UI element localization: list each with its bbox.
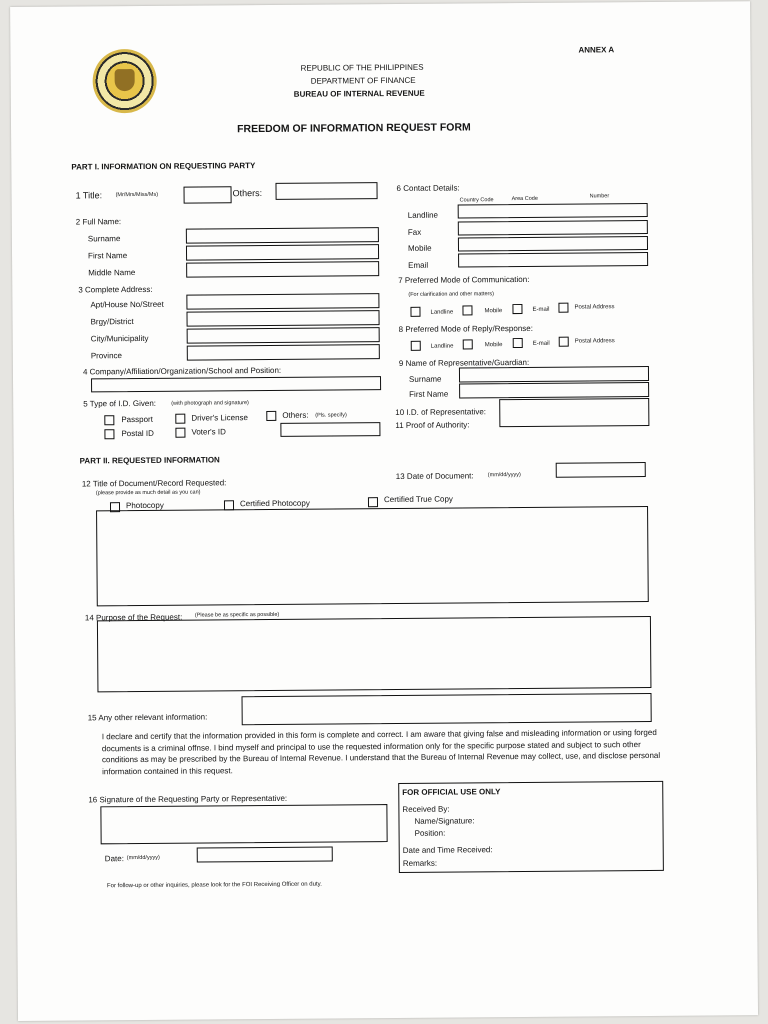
rep-first-name-label: First Name <box>409 389 449 399</box>
reply-landline-label: Landline <box>430 343 454 350</box>
email-label: Email <box>408 260 429 270</box>
q14-label: 14 Purpose of the Request: <box>84 612 183 623</box>
rep-id-proof-field[interactable] <box>499 398 649 427</box>
apt-field[interactable] <box>186 293 379 310</box>
province-field[interactable] <box>187 344 380 361</box>
q12-hint: (please provide as much detail as you can) <box>95 489 201 497</box>
form-title: FREEDOM OF INFORMATION REQUEST FORM <box>237 121 471 136</box>
comm-postal-label: Postal Address <box>574 304 615 311</box>
mobile-label: Mobile <box>407 243 432 253</box>
part2-heading: PART II. REQUESTED INFORMATION <box>79 455 220 466</box>
fax-label: Fax <box>407 227 422 237</box>
remarks-label: Remarks: <box>402 858 438 868</box>
postal-id-checkbox[interactable] <box>104 429 114 439</box>
q1-others-label: Others: <box>232 188 263 199</box>
q3-label: 3 Complete Address: <box>78 284 153 295</box>
title-others-field[interactable] <box>275 182 377 200</box>
q9-label: 9 Name of Representative/Guardian: <box>398 357 530 368</box>
comm-landline-checkbox[interactable] <box>410 307 420 317</box>
id-others-checkbox[interactable] <box>266 411 276 421</box>
reply-email-label: E-mail <box>532 340 550 347</box>
header-line-3: BUREAU OF INTERNAL REVENUE <box>293 88 425 99</box>
id-others-hint: (Pls. specify) <box>315 412 347 419</box>
city-field[interactable] <box>187 327 380 344</box>
company-field[interactable] <box>91 376 381 392</box>
first-name-field[interactable] <box>186 244 379 261</box>
id-others-label: Others: <box>282 410 309 420</box>
email-field[interactable] <box>458 252 648 267</box>
brgy-label: Brgy/District <box>90 317 134 327</box>
country-code-header: Country Code <box>459 197 494 204</box>
passport-checkbox[interactable] <box>104 415 114 425</box>
rep-surname-label: Surname <box>408 374 442 384</box>
reply-postal-label: Postal Address <box>574 338 615 345</box>
comm-postal-checkbox[interactable] <box>558 303 568 313</box>
postal-id-label: Postal ID <box>121 428 154 439</box>
q14-hint: (Please be as specific as possible) <box>194 611 280 619</box>
title-field[interactable] <box>184 186 232 203</box>
middle-name-label: Middle Name <box>88 268 136 278</box>
q13-hint: (mm/dd/yyyy) <box>487 472 521 479</box>
surname-field[interactable] <box>186 227 379 244</box>
rep-surname-field[interactable] <box>459 366 649 382</box>
surname-label: Surname <box>87 234 121 244</box>
landline-field[interactable] <box>458 203 648 218</box>
q5-hint: (with photograph and signature) <box>171 400 249 407</box>
q16-label: 16 Signature of the Requesting Party or Representative: <box>88 793 288 805</box>
number-header: Number <box>589 193 610 200</box>
q10-label: 10 I.D. of Representative: <box>395 407 487 417</box>
id-others-field[interactable] <box>280 422 380 437</box>
photocopy-label: Photocopy <box>125 500 164 511</box>
certified-true-copy-label: Certified True Copy <box>383 494 453 505</box>
q7-hint: (For clarification and other matters) <box>408 291 494 298</box>
drivers-license-label: Driver's License <box>191 413 249 423</box>
brgy-field[interactable] <box>186 310 379 327</box>
province-label: Province <box>90 351 122 361</box>
comm-mobile-label: Mobile <box>484 308 503 315</box>
part1-heading: PART I. INFORMATION ON REQUESTING PARTY <box>71 161 256 172</box>
mobile-field[interactable] <box>458 236 648 251</box>
certified-photocopy-label: Certified Photocopy <box>239 498 310 509</box>
header-line-2: DEPARTMENT OF FINANCE <box>310 75 416 86</box>
rep-first-name-field[interactable] <box>459 382 649 398</box>
q5-label: 5 Type of I.D. Given: <box>83 398 157 409</box>
reply-mobile-label: Mobile <box>484 342 503 349</box>
comm-mobile-checkbox[interactable] <box>462 305 472 315</box>
q8-label: 8 Preferred Mode of Reply/Response: <box>398 323 533 334</box>
signature-date-field[interactable] <box>197 846 333 862</box>
form-page <box>10 1 758 1021</box>
landline-label: Landline <box>407 210 439 220</box>
header-line-1: REPUBLIC OF THE PHILIPPINES <box>300 62 424 73</box>
reply-landline-checkbox[interactable] <box>411 341 421 351</box>
area-code-header: Area Code <box>511 195 538 203</box>
annex-label: ANNEX A <box>578 45 615 55</box>
city-label: City/Municipality <box>90 333 149 344</box>
purpose-textarea[interactable] <box>97 616 652 692</box>
q6-label: 6 Contact Details: <box>396 183 460 193</box>
date-label: Date: <box>104 854 124 864</box>
date-time-received-label: Date and Time Received: <box>402 845 493 855</box>
comm-email-label: E-mail <box>532 306 550 313</box>
reply-mobile-checkbox[interactable] <box>463 339 473 349</box>
q1-hint: (Mr/Mrs/Miss/Ms) <box>115 191 159 199</box>
other-info-field[interactable] <box>242 693 652 725</box>
reply-postal-checkbox[interactable] <box>559 337 569 347</box>
q4-label: 4 Company/Affiliation/Organization/School and Position: <box>82 365 282 377</box>
reply-email-checkbox[interactable] <box>513 338 523 348</box>
apt-label: Apt/House No/Street <box>90 299 164 310</box>
name-signature-label: Name/Signature: <box>414 816 475 826</box>
middle-name-field[interactable] <box>186 261 379 278</box>
fax-field[interactable] <box>458 220 648 235</box>
date-hint: (mm/dd/yyyy) <box>126 854 160 862</box>
comm-landline-label: Landline <box>430 309 454 316</box>
voters-id-checkbox[interactable] <box>175 428 185 438</box>
official-use-box <box>398 781 664 873</box>
q15-label: 15 Any other relevant information: <box>87 712 208 723</box>
bir-seal-logo <box>92 49 157 114</box>
official-use-heading: FOR OFFICIAL USE ONLY <box>402 787 501 797</box>
received-by-label: Received By: <box>402 804 450 814</box>
q12-label: 12 Title of Document/Record Requested: <box>81 478 227 489</box>
document-title-textarea[interactable] <box>96 506 649 606</box>
position-label: Position: <box>414 828 446 838</box>
q11-label: 11 Proof of Authority: <box>395 420 470 430</box>
drivers-license-checkbox[interactable] <box>175 414 185 424</box>
passport-label: Passport <box>121 414 153 425</box>
certified-true-copy-checkbox[interactable] <box>368 497 378 507</box>
voters-id-label: Voter's ID <box>191 427 226 437</box>
q2-label: 2 Full Name: <box>75 217 122 227</box>
first-name-label: First Name <box>88 251 128 261</box>
document-date-field[interactable] <box>556 462 646 478</box>
comm-email-checkbox[interactable] <box>512 304 522 314</box>
declaration-text: I declare and certify that the information provided in this form is complete and correct. I am aware that giving false and misleading information or using forged documents is a criminal offnse. I bind myself and principal to use the requested information only for the specific purpose stated and subject to such other conditions as may be prescribed by the Bureau of Internal Revenue. I understand that the Bureau of Internal Revenue may collect, use, and disclose personal information contained in this request. <box>101 727 661 776</box>
signature-field[interactable] <box>100 804 387 844</box>
q13-label: 13 Date of Document: <box>395 471 474 481</box>
q7-label: 7 Preferred Mode of Communication: <box>398 274 530 285</box>
q1-label: 1 Title: <box>75 190 103 201</box>
footer-note: For follow-up or other inquiries, please look for the FOI Receiving Officer on duty. <box>106 881 322 890</box>
